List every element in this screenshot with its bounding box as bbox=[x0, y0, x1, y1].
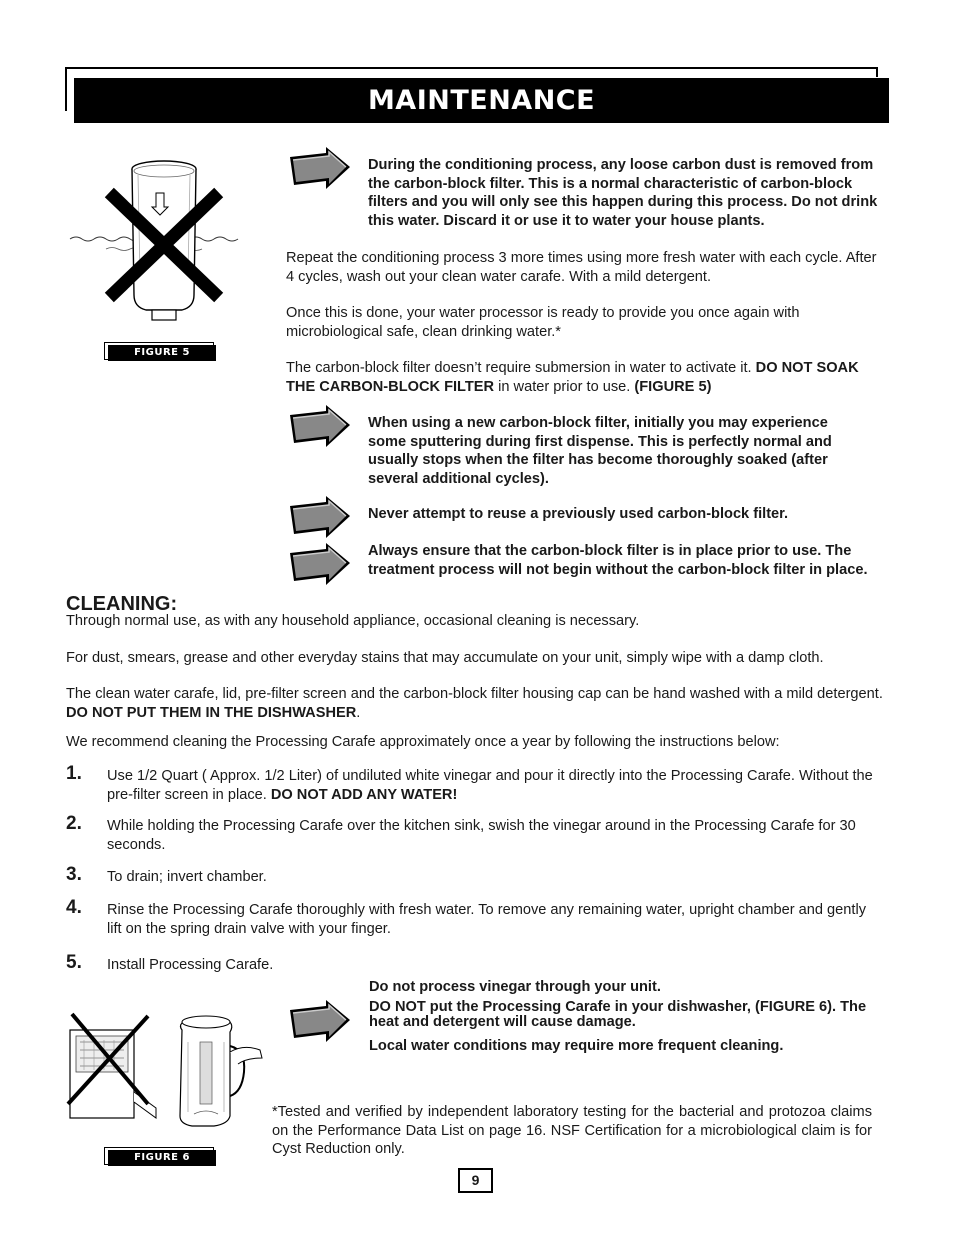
figure-5-label: FIGURE 5 bbox=[108, 345, 216, 361]
note-never-reuse: Never attempt to reuse a previously used carbon-block filter. bbox=[368, 506, 789, 522]
step-number: 4. bbox=[66, 897, 82, 918]
cleaning-intro: Through normal use, as with any household appliance, occasional cleaning is necessary. bbox=[66, 613, 640, 629]
cleaning-handwash: The clean water carafe, lid, pre-filter screen and the carbon-block filter housing cap can be hand washed with a mild detergent. DO NOT PUT THEM IN THE DISHWASHER. bbox=[66, 686, 883, 721]
step-text: Install Processing Carafe. bbox=[107, 957, 274, 973]
figure-5-illustration bbox=[66, 155, 246, 335]
page-title: MAINTENANCE bbox=[367, 85, 596, 116]
footnote: *Tested and verified by independent laboratory testing for the bacterial and protozoa claims on the Performance Data List on page 16. NSF Certification for a microbiological claim is for Cyst Reduction only. bbox=[272, 1104, 872, 1157]
header-outline-top bbox=[65, 67, 878, 77]
figure-6-label: FIGURE 6 bbox=[108, 1150, 216, 1166]
note-local-water: Local water conditions may require more frequent cleaning. bbox=[369, 1038, 784, 1054]
arrow-icon bbox=[286, 405, 352, 449]
arrow-icon bbox=[286, 496, 352, 540]
cleaning-recommend: We recommend cleaning the Processing Carafe approximately once a year by following the instructions below: bbox=[66, 734, 780, 750]
paragraph-no-submersion: The carbon-block filter doesn’t require submersion in water to activate it. DO NOT SOAK THE CARBON-BLOCK FILTER in water prior to use. (FIGURE 5) bbox=[286, 360, 859, 395]
note-conditioning-dust: During the conditioning process, any loose carbon dust is removed from the carbon-block filter. This is a normal characteristic of carbon-block filters and you will only see this happen during this process. Do not drink this water. Discard it or use it to water your house plants. bbox=[368, 157, 878, 229]
figure-6-label-box bbox=[104, 1147, 214, 1165]
note-no-dishwasher: DO NOT put the Processing Carafe in your dishwasher, (FIGURE 6). The heat and detergent will cause damage. bbox=[369, 999, 867, 1030]
step-number: 3. bbox=[66, 864, 82, 885]
arrow-icon bbox=[286, 147, 352, 191]
figure-5-label-box bbox=[104, 342, 214, 360]
page-number: 9 bbox=[458, 1168, 493, 1193]
paragraph-once-done: Once this is done, your water processor is ready to provide you once again with microbiological safe, clean drinking water.* bbox=[286, 305, 800, 340]
cleaning-heading: CLEANING: bbox=[66, 593, 178, 615]
paragraph-repeat-process: Repeat the conditioning process 3 more times using more fresh water with each cycle. After 4 cycles, wash out your clean water carafe. With a mild detergent. bbox=[286, 250, 877, 285]
step-text: To drain; invert chamber. bbox=[107, 869, 267, 885]
note-new-filter-sputter: When using a new carbon-block filter, initially you may experience some sputtering during first dispense. This is perfectly normal and usually stops when the filter has become thoroughly soaked (after several additional cycles). bbox=[368, 415, 832, 487]
step-number: 5. bbox=[66, 952, 82, 973]
step-text: Rinse the Processing Carafe thoroughly with fresh water. To remove any remaining water, upright chamber and gently lift on the spring drain valve with your finger. bbox=[107, 902, 867, 937]
figure-6-illustration bbox=[64, 1012, 264, 1138]
note-always-ensure: Always ensure that the carbon-block filter is in place prior to use. The treatment process will not begin without the carbon-block filter in place. bbox=[368, 543, 868, 578]
note-no-vinegar: Do not process vinegar through your unit. bbox=[369, 979, 661, 995]
step-text: Use 1/2 Quart ( Approx. 1/2 Liter) of undiluted white vinegar and pour it directly into the Processing Carafe. Without the pre-filter screen in place. DO NOT ADD ANY WATER! bbox=[107, 768, 873, 803]
step-number: 1. bbox=[66, 763, 82, 784]
step-text: While holding the Processing Carafe over the kitchen sink, swish the vinegar around in the Processing Carafe for 30 seconds. bbox=[107, 818, 856, 853]
cleaning-dust: For dust, smears, grease and other everyday stains that may accumulate on your unit, simply wipe with a damp cloth. bbox=[66, 650, 824, 666]
arrow-icon bbox=[286, 1000, 352, 1044]
step-number: 2. bbox=[66, 813, 82, 834]
arrow-icon bbox=[286, 543, 352, 587]
